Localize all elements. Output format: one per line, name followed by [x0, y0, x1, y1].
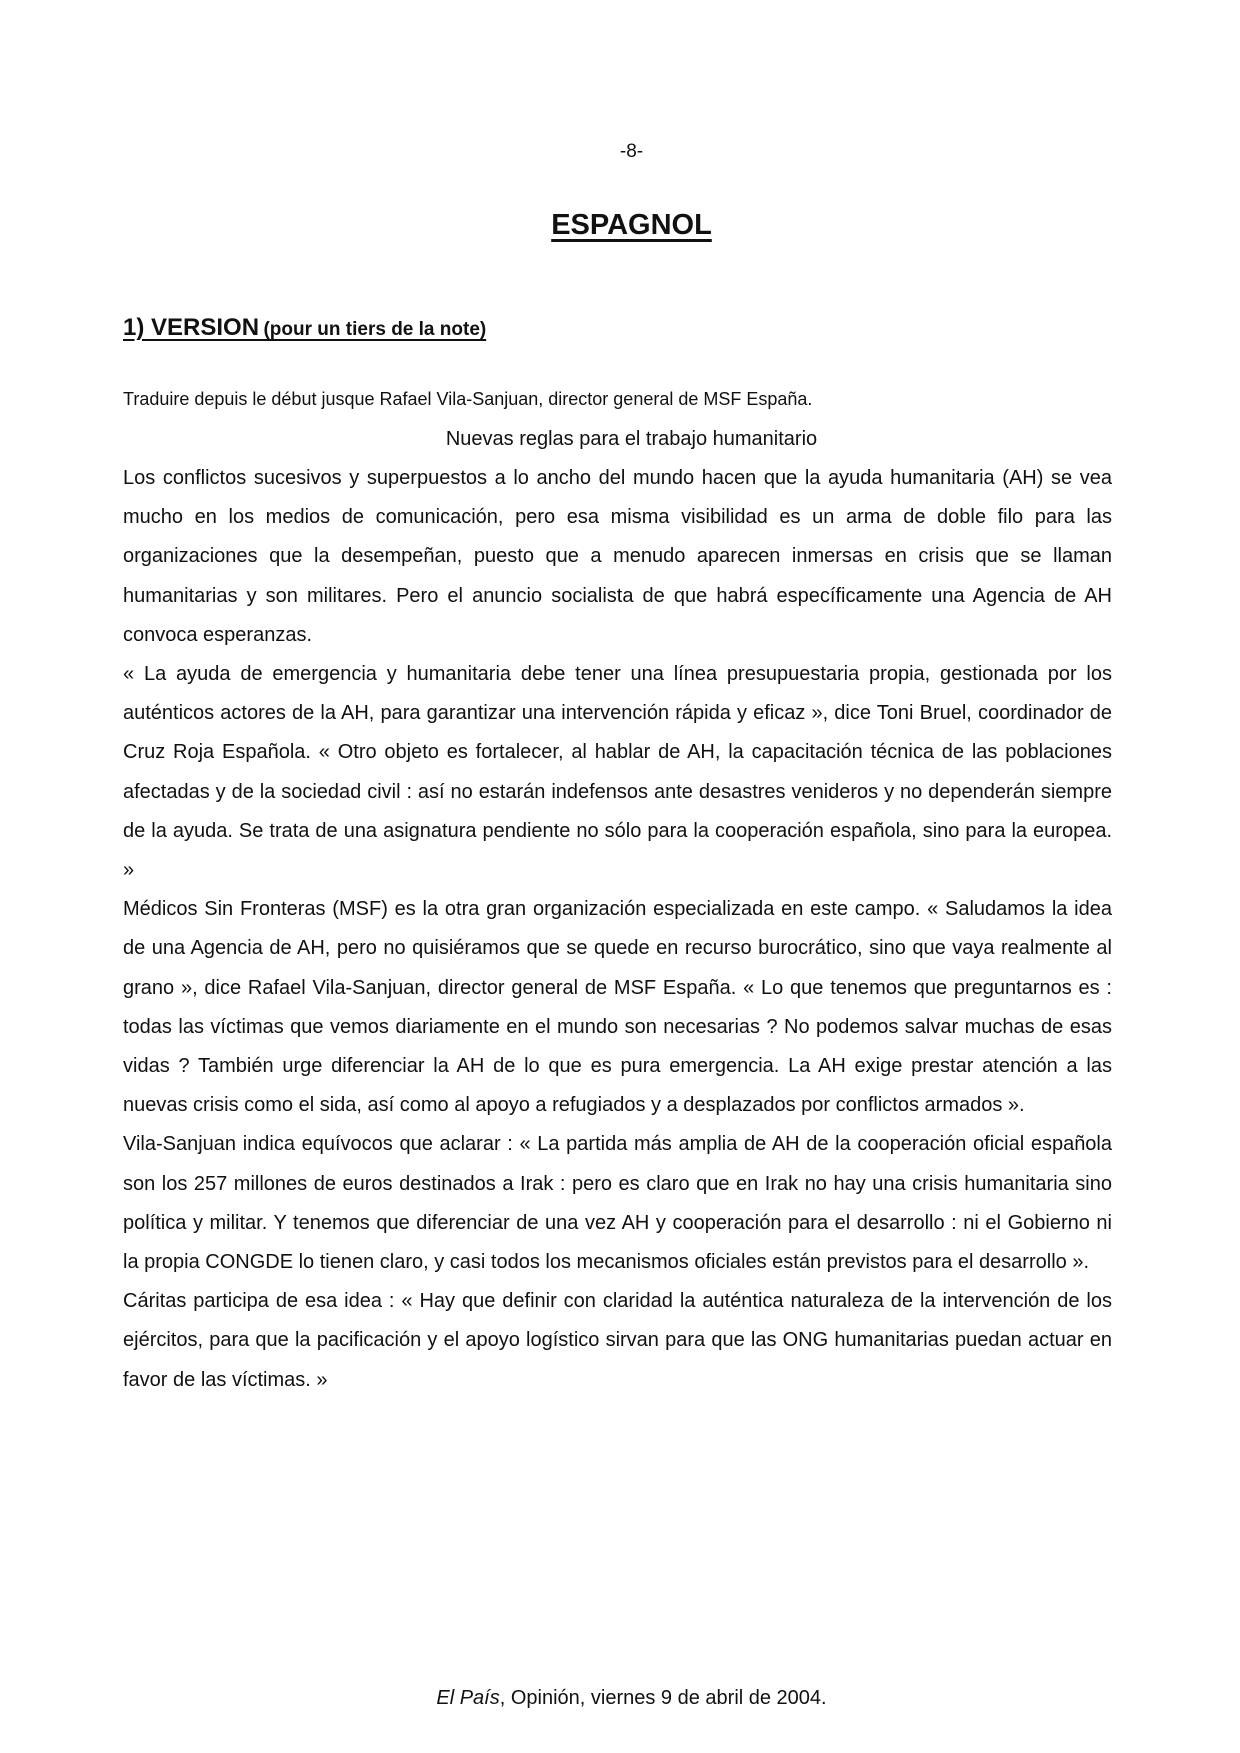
article-paragraph: Los conflictos sucesivos y superpuestos a lo ancho del mundo hacen que la ayuda humanitaria (AH) se vea mucho en los medios de comunicación, pero esa misma visibilidad es un arma de doble filo para las organizaciones que la desempeñan, puesto que a menudo aparecen inmersas en crisis que se llaman humanitarias y son militares. Pero el anuncio socialista de que habrá específicamente una Agencia de AH convoca esperanzas. [123, 467, 1112, 646]
source-details: , Opinión, viernes 9 de abril de 2004. [499, 1687, 827, 1709]
document-title: ESPAGNOL [551, 209, 712, 241]
section-heading-sub: (pour un tiers de la note) [263, 319, 487, 340]
article-body [123, 459, 1112, 1400]
article-paragraph: Cáritas participa de esa idea : « Hay que definir con claridad la auténtica naturaleza de la intervención de los ejércitos, para que la pacificación y el apoyo logístico sirvan para que las ONG humanitarias puedan actuar en favor de las víctimas. » [123, 1290, 1112, 1391]
article-paragraph: « La ayuda de emergencia y humanitaria debe tener una línea presupuestaria propia, gestionada por los auténticos actores de la AH, para garantizar una intervención rápida y eficaz », dice Toni Bruel, coordinador de Cruz Roja Española. « Otro objeto es fortalecer, al hablar de AH, la capacitación técnica de las poblaciones afectadas y de la sociedad civil : así no estarán indefensos ante desastres venideros y no dependerán siempre de la ayuda. Se trata de una asignatura pendiente no sólo para la cooperación española, sino para la europea. » [123, 663, 1112, 882]
translation-instruction: Traduire depuis le début jusque Rafael Vila-Sanjuan, director general de MSF España. [123, 389, 813, 409]
page-number: -8- [619, 141, 644, 162]
section-heading-main: 1) VERSION [123, 314, 260, 341]
article-paragraph: Vila-Sanjuan indica equívocos que aclarar : « La partida más amplia de AH de la cooperación oficial española son los 257 millones de euros destinados a Irak : pero es claro que en Irak no hay una crisis humanitaria sino política y militar. Y tenemos que diferenciar de una vez AH y cooperación para el desarrollo : ni el Gobierno ni la propia CONGDE lo tienen claro, y casi todos los mecanismos oficiales están previstos para el desarrollo ». [123, 1133, 1112, 1274]
section-heading [123, 314, 486, 342]
source-publication: El País [436, 1687, 500, 1709]
article-paragraph: Médicos Sin Fronteras (MSF) es la otra gran organización especializada en este campo. « Saludamos la idea de una Agencia de AH, pero no quisiéramos que se quede en recurso burocrático, sino que vaya realmente al grano », dice Rafael Vila-Sanjuan, director general de MSF España. « Lo que tenemos que preguntarnos es : todas las víctimas que vemos diariamente en el mundo son necesarias ? No podemos salvar muchas de esas vidas ? También urge diferenciar la AH de lo que es pura emergencia. La AH exige prestar atención a las nuevas crisis como el sida, así como al apoyo a refugiados y a desplazados por conflictos armados ». [123, 898, 1112, 1117]
article-title: Nuevas reglas para el trabajo humanitario [445, 428, 818, 450]
source-citation [0, 1687, 1240, 1710]
